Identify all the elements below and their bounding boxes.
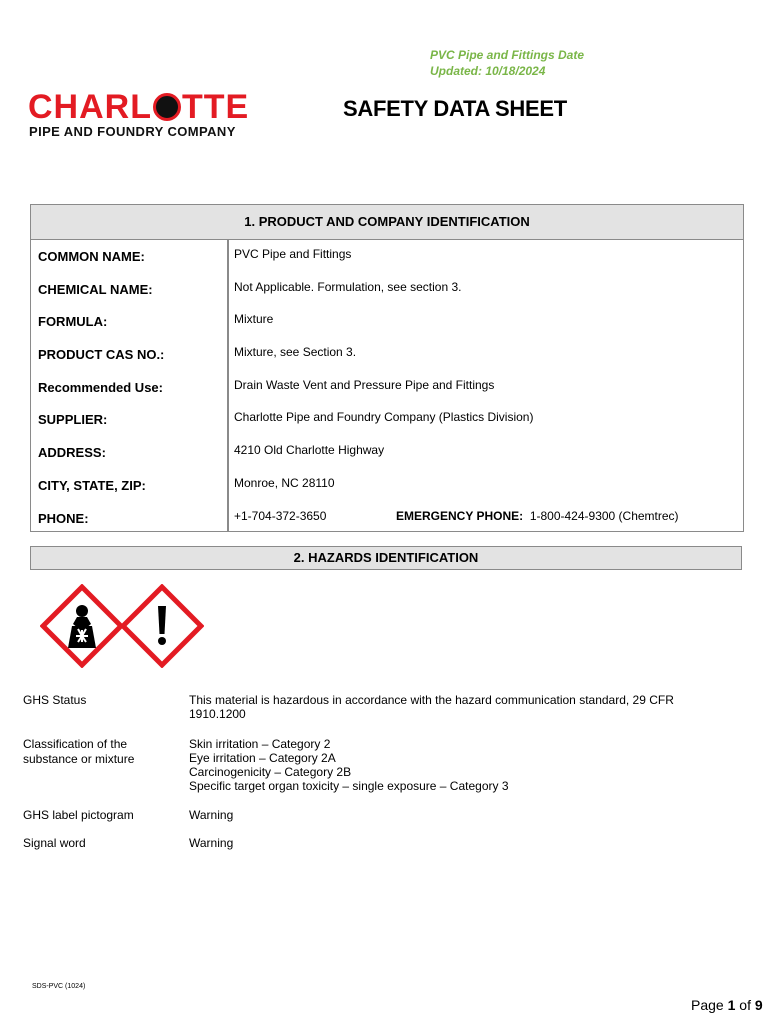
table-row	[31, 436, 743, 469]
document-code: SDS-PVC (1024)	[32, 983, 86, 990]
table-row	[31, 502, 743, 535]
document-title: SAFETY DATA SHEET	[343, 96, 567, 121]
table-row	[31, 273, 743, 306]
table-row	[31, 371, 743, 404]
section-2-heading: 2. HAZARDS IDENTIFICATION	[30, 546, 742, 570]
table-row	[31, 305, 743, 338]
table-row	[31, 338, 743, 371]
row-value: Monroe, NC 28110	[234, 475, 335, 490]
section-1-table	[30, 204, 744, 532]
section-1-rows	[31, 240, 743, 534]
classification-values	[189, 737, 729, 793]
page-of: of	[739, 997, 751, 1013]
ghs-status-value: This material is hazardous in accordance with the hazard communication standard, 29 CFR 1910.1200	[189, 693, 674, 721]
section-1-heading: 1. PRODUCT AND COMPANY IDENTIFICATION	[31, 205, 743, 240]
table-row	[31, 469, 743, 502]
row-value: Mixture	[234, 312, 274, 327]
pictogram-value: Warning	[189, 808, 234, 822]
row-label: FORMULA:	[38, 314, 108, 330]
page-prefix: Page	[691, 997, 724, 1013]
row-value: +1-704-372-3650	[234, 508, 327, 523]
row-value: Drain Waste Vent and Pressure Pipe and Fittings	[234, 377, 495, 392]
row-label: ADDRESS:	[38, 445, 106, 461]
classification-item: Eye irritation – Category 2A	[189, 751, 336, 765]
row-value: 4210 Old Charlotte Highway	[234, 443, 385, 458]
health-hazard-pictogram-icon	[40, 584, 124, 668]
row-label: Recommended Use:	[38, 379, 163, 395]
table-row	[31, 403, 743, 436]
classification-item: Skin irritation – Category 2	[189, 737, 331, 751]
classification-label: Classification of the substance or mixture	[23, 737, 135, 766]
signal-word-label: Signal word	[23, 836, 86, 850]
logo-dot-icon	[153, 93, 181, 121]
page-total: 9	[754, 997, 763, 1013]
exclamation-mark-pictogram-icon	[120, 584, 204, 668]
logo-subtitle: PIPE AND FOUNDRY COMPANY	[29, 124, 236, 139]
updated-line-2: Updated: 10/18/2024	[430, 64, 546, 78]
emergency-phone	[396, 509, 679, 523]
pictogram-label: GHS label pictogram	[23, 808, 134, 822]
logo-text-part2: TTE	[181, 88, 250, 126]
page-current: 1	[727, 997, 736, 1013]
row-value: Not Applicable. Formulation, see section 3.	[234, 279, 462, 294]
row-label: PRODUCT CAS NO.:	[38, 347, 165, 363]
row-value: PVC Pipe and Fittings	[234, 247, 352, 261]
row-label: CITY, STATE, ZIP:	[38, 477, 146, 493]
updated-note	[430, 47, 584, 79]
table-row	[31, 240, 743, 273]
signal-word-value: Warning	[189, 836, 234, 850]
classification-item: Specific target organ toxicity – single exposure – Category 3	[189, 779, 509, 793]
row-value: Mixture, see Section 3.	[234, 345, 357, 360]
updated-line-1: PVC Pipe and Fittings Date	[430, 48, 585, 62]
emergency-phone-label: EMERGENCY PHONE:	[396, 508, 524, 523]
ghs-status-label: GHS Status	[23, 693, 87, 707]
classification-item: Carcinogenicity – Category 2B	[189, 765, 352, 779]
row-label: PHONE:	[38, 510, 89, 526]
page-number	[691, 997, 763, 1013]
row-label: CHEMICAL NAME:	[38, 281, 153, 297]
row-label: COMMON NAME:	[38, 249, 145, 264]
emergency-phone-value: 1-800-424-9300 (Chemtrec)	[529, 508, 679, 523]
row-label: SUPPLIER:	[38, 412, 108, 428]
logo-wordmark	[28, 90, 249, 124]
company-logo	[28, 90, 300, 142]
row-value: Charlotte Pipe and Foundry Company (Plastics Division)	[234, 410, 534, 425]
logo-text-part1: CHARL	[28, 88, 152, 126]
